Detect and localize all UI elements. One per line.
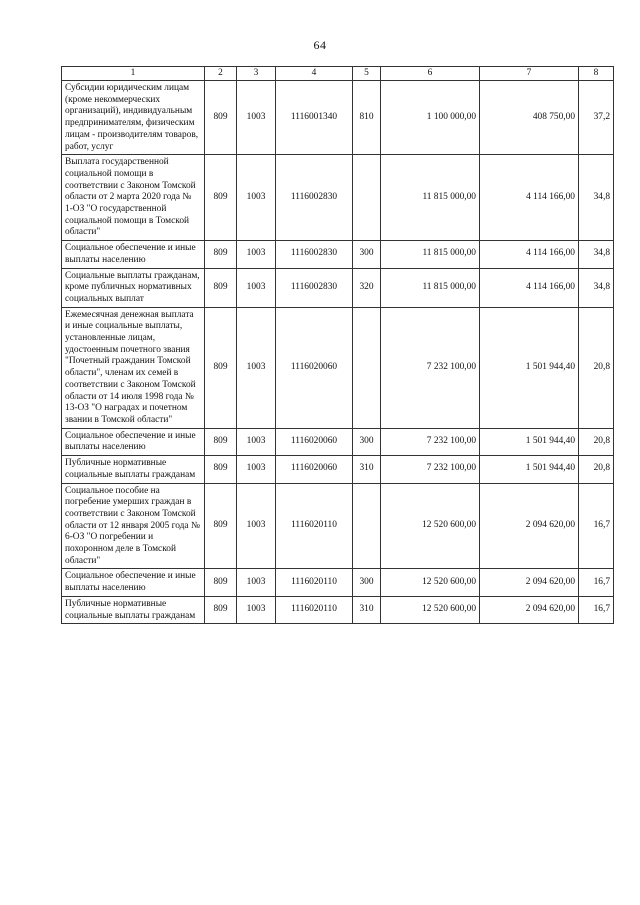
target-code-cell: 1116020060 xyxy=(276,307,353,428)
plan-amount-cell: 11 815 000,00 xyxy=(381,241,480,268)
target-code-cell: 1116020060 xyxy=(276,456,353,483)
ministry-code-cell: 809 xyxy=(205,268,237,307)
executed-amount-cell: 4 114 166,00 xyxy=(480,241,579,268)
section-code-cell: 1003 xyxy=(237,596,276,623)
table-row xyxy=(62,268,614,307)
section-code-cell: 1003 xyxy=(237,81,276,155)
target-code-cell: 1116001340 xyxy=(276,81,353,155)
table-row xyxy=(62,569,614,596)
plan-amount-cell: 11 815 000,00 xyxy=(381,155,480,241)
percent-cell: 37,2 xyxy=(579,81,614,155)
expense-type-cell: 310 xyxy=(353,596,381,623)
expense-type-cell: 310 xyxy=(353,456,381,483)
header-cell: 1 xyxy=(62,67,205,81)
budget-table xyxy=(61,66,614,624)
ministry-code-cell: 809 xyxy=(205,483,237,569)
plan-amount-cell: 11 815 000,00 xyxy=(381,268,480,307)
percent-cell: 20,8 xyxy=(579,307,614,428)
table-row xyxy=(62,483,614,569)
header-cell: 3 xyxy=(237,67,276,81)
ministry-code-cell: 809 xyxy=(205,569,237,596)
executed-amount-cell: 1 501 944,40 xyxy=(480,456,579,483)
percent-cell: 34,8 xyxy=(579,268,614,307)
ministry-code-cell: 809 xyxy=(205,81,237,155)
target-code-cell: 1116020060 xyxy=(276,428,353,455)
plan-amount-cell: 7 232 100,00 xyxy=(381,428,480,455)
expense-type-cell xyxy=(353,155,381,241)
table-header xyxy=(62,67,614,81)
row-name-cell: Социальное обеспечение и иные выплаты населению xyxy=(62,428,205,455)
target-code-cell: 1116020110 xyxy=(276,483,353,569)
section-code-cell: 1003 xyxy=(237,569,276,596)
executed-amount-cell: 2 094 620,00 xyxy=(480,596,579,623)
table-row xyxy=(62,596,614,623)
section-code-cell: 1003 xyxy=(237,241,276,268)
percent-cell: 34,8 xyxy=(579,155,614,241)
percent-cell: 16,7 xyxy=(579,596,614,623)
percent-cell: 16,7 xyxy=(579,483,614,569)
table-row xyxy=(62,241,614,268)
plan-amount-cell: 12 520 600,00 xyxy=(381,569,480,596)
row-name-cell: Публичные нормативные социальные выплаты гражданам xyxy=(62,596,205,623)
header-cell: 5 xyxy=(353,67,381,81)
ministry-code-cell: 809 xyxy=(205,241,237,268)
executed-amount-cell: 408 750,00 xyxy=(480,81,579,155)
table-row xyxy=(62,81,614,155)
executed-amount-cell: 1 501 944,40 xyxy=(480,307,579,428)
section-code-cell: 1003 xyxy=(237,456,276,483)
header-row xyxy=(62,67,614,81)
target-code-cell: 1116020110 xyxy=(276,596,353,623)
executed-amount-cell: 2 094 620,00 xyxy=(480,483,579,569)
expense-type-cell: 320 xyxy=(353,268,381,307)
percent-cell: 34,8 xyxy=(579,241,614,268)
row-name-cell: Социальное пособие на погребение умерших граждан в соответствии с Законом Томской области от 12 января 2005 года № 6-ОЗ "О погребении и похоронном деле в Томской области" xyxy=(62,483,205,569)
row-name-cell: Социальные выплаты гражданам, кроме публичных нормативных социальных выплат xyxy=(62,268,205,307)
executed-amount-cell: 2 094 620,00 xyxy=(480,569,579,596)
table-row xyxy=(62,155,614,241)
ministry-code-cell: 809 xyxy=(205,307,237,428)
header-cell: 6 xyxy=(381,67,480,81)
plan-amount-cell: 12 520 600,00 xyxy=(381,596,480,623)
executed-amount-cell: 1 501 944,40 xyxy=(480,428,579,455)
expense-type-cell: 300 xyxy=(353,428,381,455)
target-code-cell: 1116002830 xyxy=(276,155,353,241)
header-cell: 7 xyxy=(480,67,579,81)
expense-type-cell: 810 xyxy=(353,81,381,155)
ministry-code-cell: 809 xyxy=(205,596,237,623)
row-name-cell: Ежемесячная денежная выплата и иные социальные выплаты, установленные лицам, удостоенным почетного звания "Почетный гражданин Томской области", членам их семей в соответствии с Законом Томской области от 14 июля 1998 года № 13-ОЗ "О наградах и почетном звании в Томской области" xyxy=(62,307,205,428)
expense-type-cell xyxy=(353,307,381,428)
section-code-cell: 1003 xyxy=(237,483,276,569)
plan-amount-cell: 7 232 100,00 xyxy=(381,456,480,483)
percent-cell: 20,8 xyxy=(579,456,614,483)
section-code-cell: 1003 xyxy=(237,307,276,428)
plan-amount-cell: 1 100 000,00 xyxy=(381,81,480,155)
expense-type-cell: 300 xyxy=(353,241,381,268)
table-body xyxy=(62,81,614,624)
header-cell: 8 xyxy=(579,67,614,81)
ministry-code-cell: 809 xyxy=(205,428,237,455)
plan-amount-cell: 12 520 600,00 xyxy=(381,483,480,569)
percent-cell: 16,7 xyxy=(579,569,614,596)
ministry-code-cell: 809 xyxy=(205,456,237,483)
row-name-cell: Социальное обеспечение и иные выплаты населению xyxy=(62,241,205,268)
header-cell: 4 xyxy=(276,67,353,81)
expense-type-cell: 300 xyxy=(353,569,381,596)
section-code-cell: 1003 xyxy=(237,155,276,241)
expense-type-cell xyxy=(353,483,381,569)
target-code-cell: 1116020110 xyxy=(276,569,353,596)
header-cell: 2 xyxy=(205,67,237,81)
executed-amount-cell: 4 114 166,00 xyxy=(480,268,579,307)
section-code-cell: 1003 xyxy=(237,428,276,455)
table-row xyxy=(62,456,614,483)
table-row xyxy=(62,307,614,428)
row-name-cell: Социальное обеспечение и иные выплаты населению xyxy=(62,569,205,596)
section-code-cell: 1003 xyxy=(237,268,276,307)
row-name-cell: Субсидии юридическим лицам (кроме некоммерческих организаций), индивидуальным предпринимателям, физическим лицам - производителям товаров, работ, услуг xyxy=(62,81,205,155)
ministry-code-cell: 809 xyxy=(205,155,237,241)
row-name-cell: Выплата государственной социальной помощи в соответствии с Законом Томской области от 2 марта 2020 года № 1-ОЗ "О государственной социальной помощи в Томской области" xyxy=(62,155,205,241)
table-row xyxy=(62,428,614,455)
page-number: 64 xyxy=(313,38,327,52)
executed-amount-cell: 4 114 166,00 xyxy=(480,155,579,241)
row-name-cell: Публичные нормативные социальные выплаты гражданам xyxy=(62,456,205,483)
percent-cell: 20,8 xyxy=(579,428,614,455)
target-code-cell: 1116002830 xyxy=(276,268,353,307)
target-code-cell: 1116002830 xyxy=(276,241,353,268)
plan-amount-cell: 7 232 100,00 xyxy=(381,307,480,428)
